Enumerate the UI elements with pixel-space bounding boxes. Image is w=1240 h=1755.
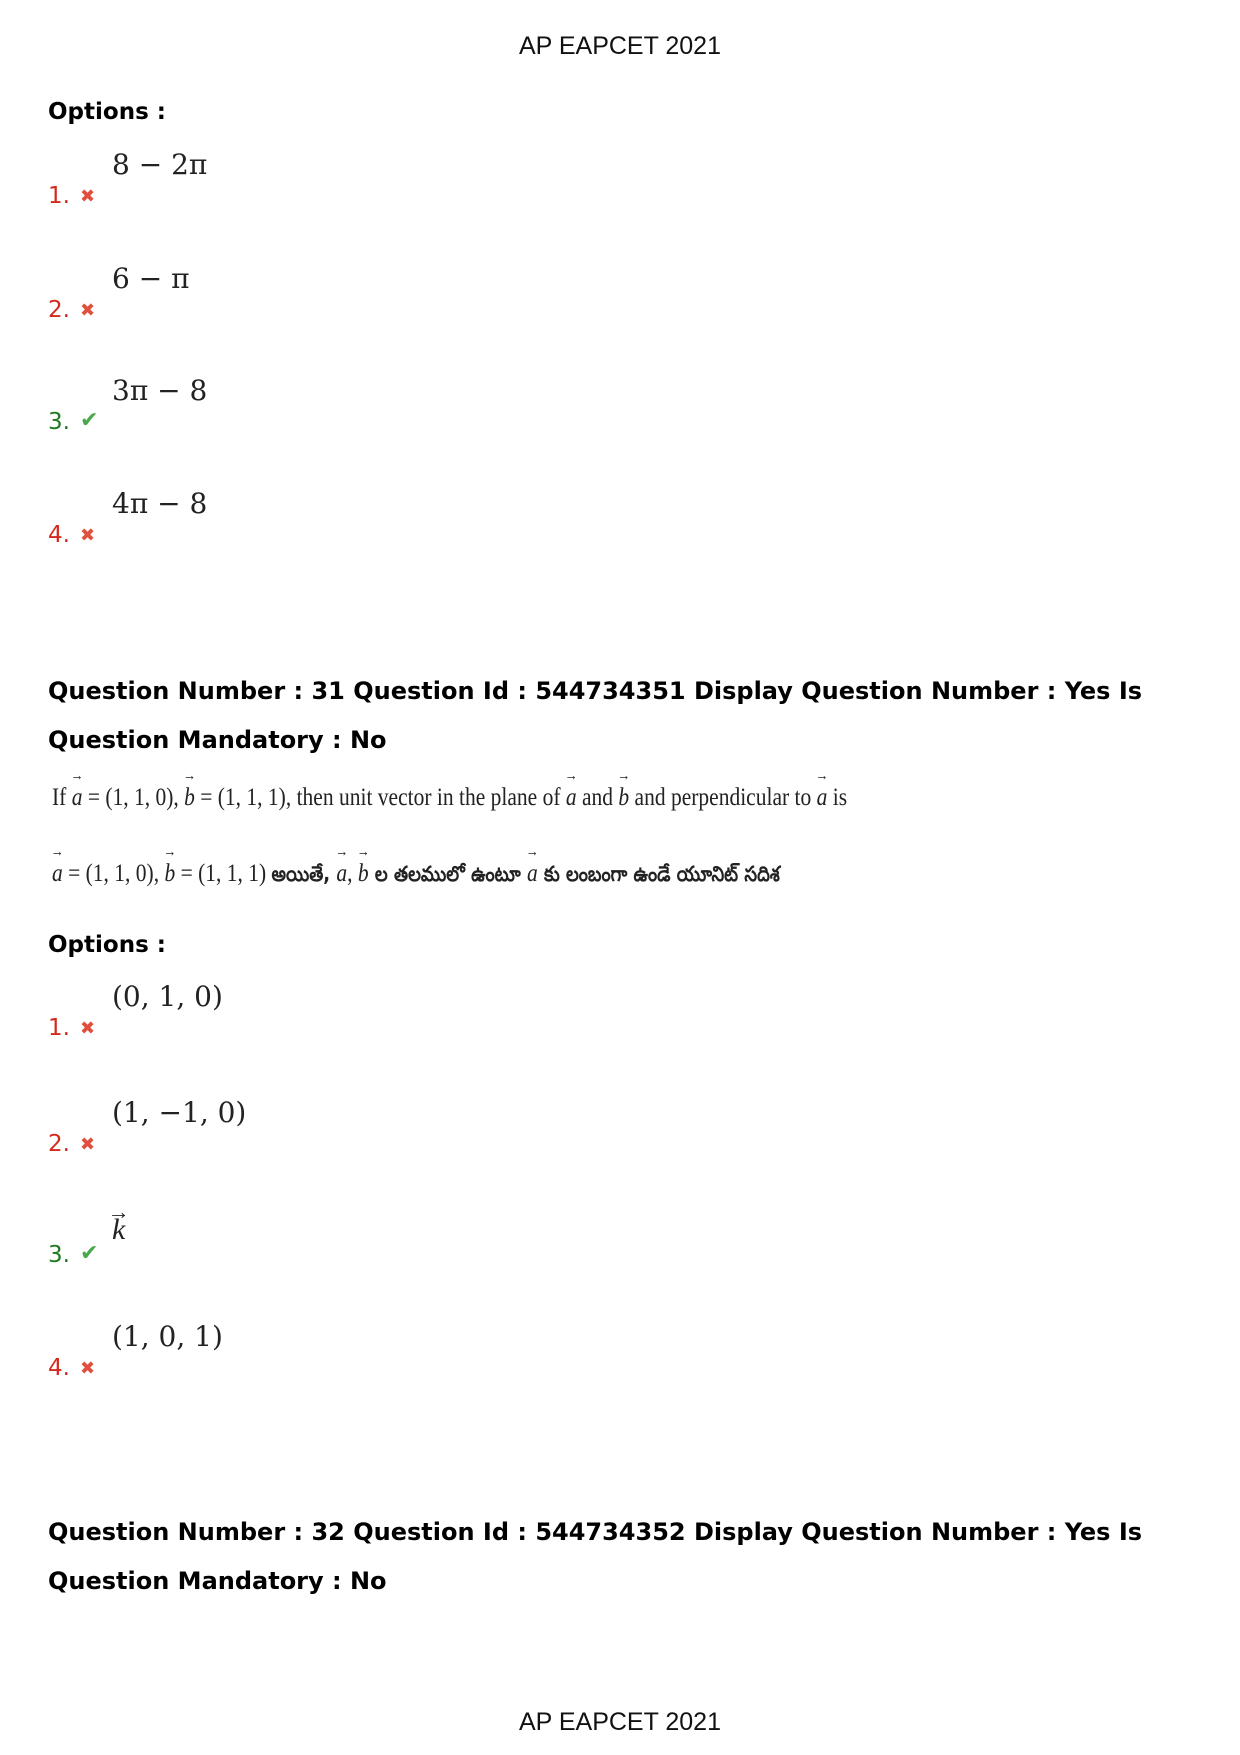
option-value: (1, −1, 0) xyxy=(112,1096,247,1129)
option-number: 2. xyxy=(48,297,70,323)
check-icon: ✔ xyxy=(80,408,99,433)
question-meta: Question Number : 31 Question Id : 544734351 Display Question Number : Yes Is Question Mandatory : No xyxy=(48,677,1143,754)
page-footer: AP EAPCET 2021 xyxy=(519,1708,721,1736)
telugu-text: కు లంబంగా ఉండే యూనిట్ సదిశ xyxy=(537,862,780,886)
option-value: 8 − 2π xyxy=(112,148,208,181)
option-value xyxy=(112,1207,125,1247)
vector-k: → k xyxy=(112,1207,125,1247)
cross-icon: ✖ xyxy=(80,1358,96,1379)
telugu-text: ల తలములో ఉంటూ xyxy=(368,862,527,886)
option-value: 3π − 8 xyxy=(112,374,208,407)
vector-a: → a xyxy=(566,784,577,812)
options-heading: Options : xyxy=(48,932,166,958)
option-number: 4. xyxy=(48,522,70,548)
vector-b: → b xyxy=(358,860,369,888)
option-number: 3. xyxy=(48,1242,70,1268)
question-text-telugu xyxy=(52,860,780,892)
option-number: 3. xyxy=(48,409,70,435)
cross-icon: ✖ xyxy=(80,186,96,207)
text: = (1, 1, 0), xyxy=(82,784,185,811)
vector-b: → b xyxy=(184,784,195,812)
vector-b: → b xyxy=(618,784,629,812)
option-number: 2. xyxy=(48,1131,70,1157)
question-meta: Question Number : 32 Question Id : 544734352 Display Question Number : Yes Is Question Mandatory : No xyxy=(48,1518,1143,1595)
telugu-text: అయితే, xyxy=(271,862,337,886)
question-text-english xyxy=(52,784,847,812)
text: = (1, 1, 0), xyxy=(62,860,165,887)
vector-a: → a xyxy=(72,784,83,812)
check-icon: ✔ xyxy=(80,1241,99,1266)
page-header: AP EAPCET 2021 xyxy=(519,32,721,60)
text: and xyxy=(576,784,619,811)
option-number: 4. xyxy=(48,1355,70,1381)
option-value: 4π − 8 xyxy=(112,487,208,520)
cross-icon: ✖ xyxy=(80,525,96,546)
text: , xyxy=(347,860,358,887)
cross-icon: ✖ xyxy=(80,1018,96,1039)
vector-a: → a xyxy=(817,784,828,812)
option-value: (1, 0, 1) xyxy=(112,1320,223,1353)
cross-icon: ✖ xyxy=(80,1134,96,1155)
options-heading: Options : xyxy=(48,99,166,125)
text: and perpendicular to xyxy=(629,784,817,811)
text: = (1, 1, 1) xyxy=(175,860,272,887)
vector-b: → b xyxy=(164,860,175,888)
cross-icon: ✖ xyxy=(80,300,96,321)
option-value: 6 − π xyxy=(112,262,190,295)
text: = (1, 1, 1), then unit vector in the plane of xyxy=(194,784,566,811)
vector-a: → a xyxy=(527,860,538,888)
option-value: (0, 1, 0) xyxy=(112,980,223,1013)
vector-a: → a xyxy=(52,860,63,888)
vector-a: → a xyxy=(336,860,347,888)
option-number: 1. xyxy=(48,183,70,209)
option-number: 1. xyxy=(48,1015,70,1041)
text: If xyxy=(52,784,67,811)
text: is xyxy=(827,784,848,811)
